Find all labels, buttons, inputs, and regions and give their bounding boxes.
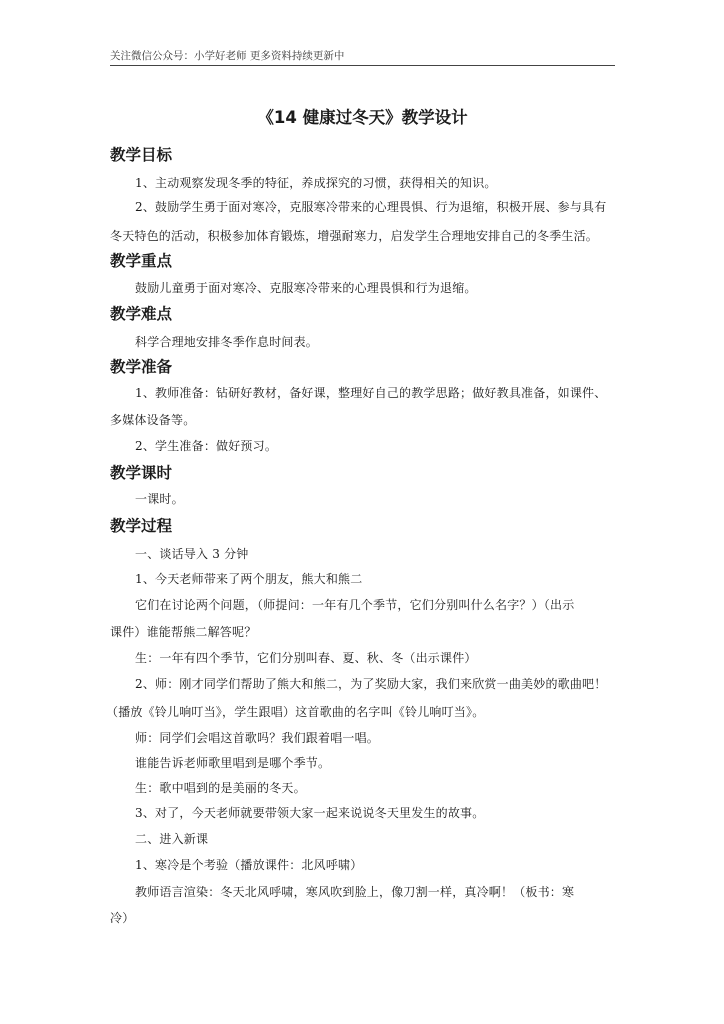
paragraph: 谁能告诉老师歌里唱到是哪个季节。 xyxy=(135,756,331,770)
paragraph: 它们在讨论两个问题，（师提问：一年有几个季节，它们分别叫什么名字？）（出示 xyxy=(135,598,575,612)
paragraph: 科学合理地安排冬季作息时间表。 xyxy=(135,335,319,349)
paragraph: 多媒体设备等。 xyxy=(110,413,196,427)
paragraph: 师：同学们会唱这首歌吗？我们跟着唱一唱。 xyxy=(135,731,380,745)
paragraph: 冷） xyxy=(110,911,135,925)
paragraph: 二、进入新课 xyxy=(135,832,209,846)
paragraph: 鼓励儿童勇于面对寒冷、克服寒冷带来的心理畏惧和行为退缩。 xyxy=(135,281,477,295)
heading-key-points: 教学重点 xyxy=(110,252,173,270)
paragraph: 1、主动观察发现冬季的特征，养成探究的习惯，获得相关的知识。 xyxy=(135,176,497,190)
paragraph: 一课时。 xyxy=(135,492,184,506)
paragraph: 2、师：刚才同学们帮助了熊大和熊二，为了奖励大家，我们来欣赏一曲美妙的歌曲吧！ xyxy=(135,677,607,691)
page-header: 关注微信公众号：小学好老师 更多资料持续更新中 xyxy=(110,48,615,66)
paragraph: 2、学生准备：做好预习。 xyxy=(135,439,278,453)
heading-class-hours: 教学课时 xyxy=(110,464,173,482)
paragraph: 冬天特色的活动，积极参加体育锻炼，增强耐寒力，启发学生合理地安排自己的冬季生活。 xyxy=(110,229,599,243)
heading-difficulties: 教学难点 xyxy=(110,305,173,323)
heading-process: 教学过程 xyxy=(110,517,173,535)
paragraph: 生：歌中唱到的是美丽的冬天。 xyxy=(135,781,306,795)
paragraph: 1、寒冷是个考验（播放课件：北风呼啸） xyxy=(135,858,363,872)
paragraph: 2、鼓励学生勇于面对寒冷，克服寒冷带来的心理畏惧、行为退缩，积极开展、参与具有 xyxy=(135,200,607,214)
paragraph: 1、教师准备：钻研好教材，备好课，整理好自己的教学思路；做好教具准备，如课件、 xyxy=(135,386,607,400)
paragraph: 课件）谁能帮熊二解答呢？ xyxy=(110,625,257,639)
paragraph: 3、对了，今天老师就要带领大家一起来说说冬天里发生的故事。 xyxy=(135,806,485,820)
paragraph: （播放《铃儿响叮当》，学生跟唱）这首歌曲的名字叫《铃儿响叮当》。 xyxy=(106,705,485,719)
heading-goals: 教学目标 xyxy=(110,146,173,164)
paragraph: 生：一年有四个季节，它们分别叫春、夏、秋、冬（出示课件） xyxy=(135,651,477,665)
heading-preparation: 教学准备 xyxy=(110,358,173,376)
paragraph: 1、今天老师带来了两个朋友，熊大和熊二 xyxy=(135,572,363,586)
paragraph: 一、谈话导入 3 分钟 xyxy=(135,547,249,561)
document-title: 《14 健康过冬天》教学设计 xyxy=(257,108,468,127)
paragraph: 教师语言渲染：冬天北风呼啸，寒风吹到脸上，像刀割一样，真冷啊！（板书：寒 xyxy=(135,885,575,899)
